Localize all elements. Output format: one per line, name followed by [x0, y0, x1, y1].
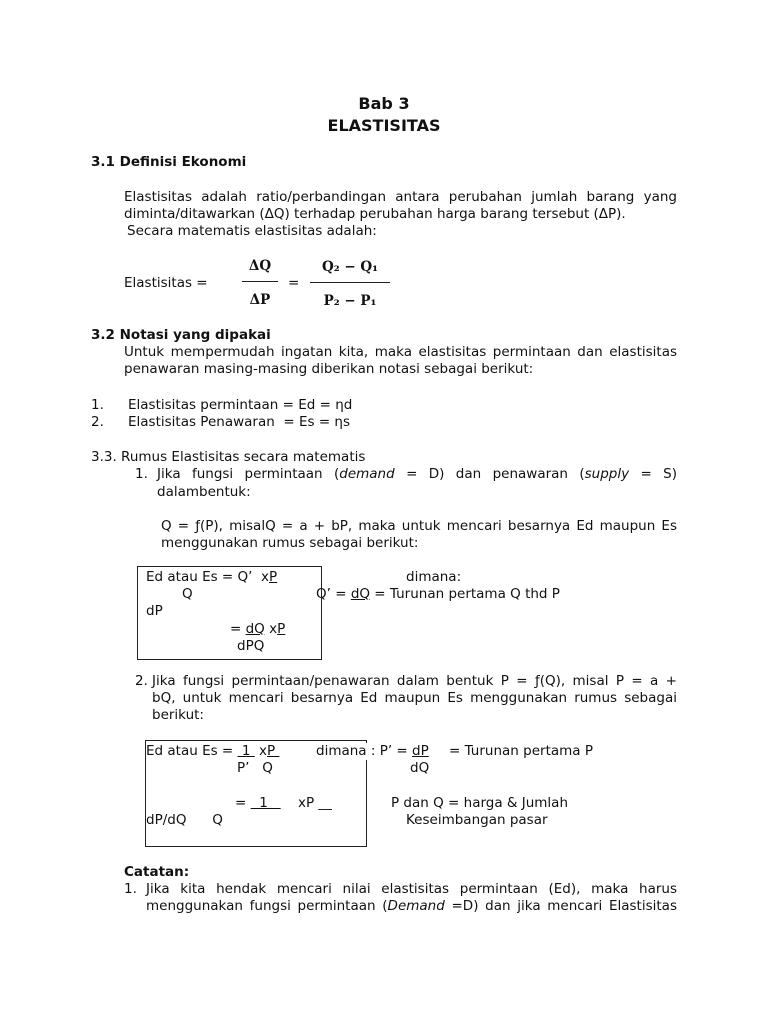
box-formula-line: P’ Q [237, 760, 273, 776]
box-formula-line: = 1 [235, 795, 281, 811]
box-side-text: dimana: [406, 569, 462, 585]
paragraph-line: Untuk mempermudah ingatan kita, maka elastisitas permintaan dan elastisitas [124, 344, 677, 360]
paragraph-line: Elastisitas adalah ratio/perbandingan antara perubahan jumlah barang yang [124, 189, 677, 205]
box-side-text: Keseimbangan pasar [406, 812, 548, 828]
paragraph-line: Jika kita hendak mencari nilai elastisitas permintaan (Ed), maka harus [146, 881, 677, 897]
paragraph-line: dalambentuk: [157, 484, 251, 500]
section-heading-3-3: 3.3. Rumus Elastisitas secara matematis [91, 449, 366, 465]
section-heading-3-1: 3.1 Definisi Ekonomi [91, 154, 247, 170]
chapter-title: ELASTISITAS [327, 116, 441, 135]
list-number: 2. [135, 673, 148, 689]
formula-label: Elastisitas = [124, 275, 208, 291]
paragraph-line: menggunakan fungsi permintaan (Demand =D) dan jika mencari Elastisitas [146, 898, 677, 914]
paragraph-line: penawaran masing-masing diberikan notasi sebagai berikut: [124, 361, 534, 377]
fraction-bar [310, 282, 390, 283]
box-side-text: P dan Q = harga & Jumlah [391, 795, 569, 811]
box-formula-line: Ed atau Es = 1 xP [146, 743, 280, 759]
box-side-text: Q’ = dQ = Turunan pertama Q thd P [316, 586, 560, 602]
box-formula-line: dP [146, 603, 163, 619]
paragraph-line: Q = ƒ(P), misalQ = a + bP, maka untuk mencari besarnya Ed maupun Es [161, 518, 677, 534]
box-formula-line: xP __ [298, 795, 332, 811]
paragraph-line: bQ, untuk mencari besarnya Ed maupun Es menggunakan rumus sebagai [152, 690, 677, 706]
box-formula-line: = dQ xP [230, 621, 286, 637]
fraction-bar [242, 281, 278, 282]
notes-heading: Catatan: [124, 864, 190, 880]
formula-denominator-delta-p: ΔP [249, 292, 271, 308]
paragraph-line: Secara matematis elastisitas adalah: [127, 223, 377, 239]
formula-equals: = [288, 275, 300, 291]
paragraph-line: berikut: [152, 707, 204, 723]
box-formula-line: Ed atau Es = Q’ xP [146, 569, 278, 585]
section-heading-3-2: 3.2 Notasi yang dipakai [91, 327, 271, 343]
list-item: Elastisitas permintaan = Ed = ηd [128, 397, 353, 413]
formula-numerator-q-diff: Q₂ − Q₁ [321, 259, 379, 275]
box-formula-line: dP/dQ Q [146, 812, 223, 828]
paragraph-line: Jika fungsi permintaan (demand = D) dan penawaran (supply = S) [157, 466, 677, 482]
list-number: 1. [91, 397, 104, 413]
box-formula-line: dPQ [237, 638, 265, 654]
list-number: 1. [135, 466, 148, 482]
paragraph-line: Jika fungsi permintaan/penawaran dalam bentuk P = ƒ(Q), misal P = a + [152, 673, 677, 689]
list-number: 1. [124, 881, 137, 897]
paragraph-line: menggunakan rumus sebagai berikut: [161, 535, 419, 551]
list-item: Elastisitas Penawaran = Es = ηs [128, 414, 351, 430]
box-formula-line: Q [182, 586, 193, 602]
formula-denominator-p-diff: P₂ − P₁ [323, 293, 377, 309]
box-side-text: = Turunan pertama P [449, 743, 593, 759]
box-side-text: dimana : P’ = dP [316, 743, 429, 759]
paragraph-line: diminta/ditawarkan (ΔQ) terhadap perubahan harga barang tersebut (ΔP). [124, 206, 626, 222]
list-number: 2. [91, 414, 104, 430]
formula-numerator-delta-q: ΔQ [248, 258, 272, 274]
chapter-number: Bab 3 [358, 94, 410, 113]
box-side-text: dQ [410, 760, 430, 776]
